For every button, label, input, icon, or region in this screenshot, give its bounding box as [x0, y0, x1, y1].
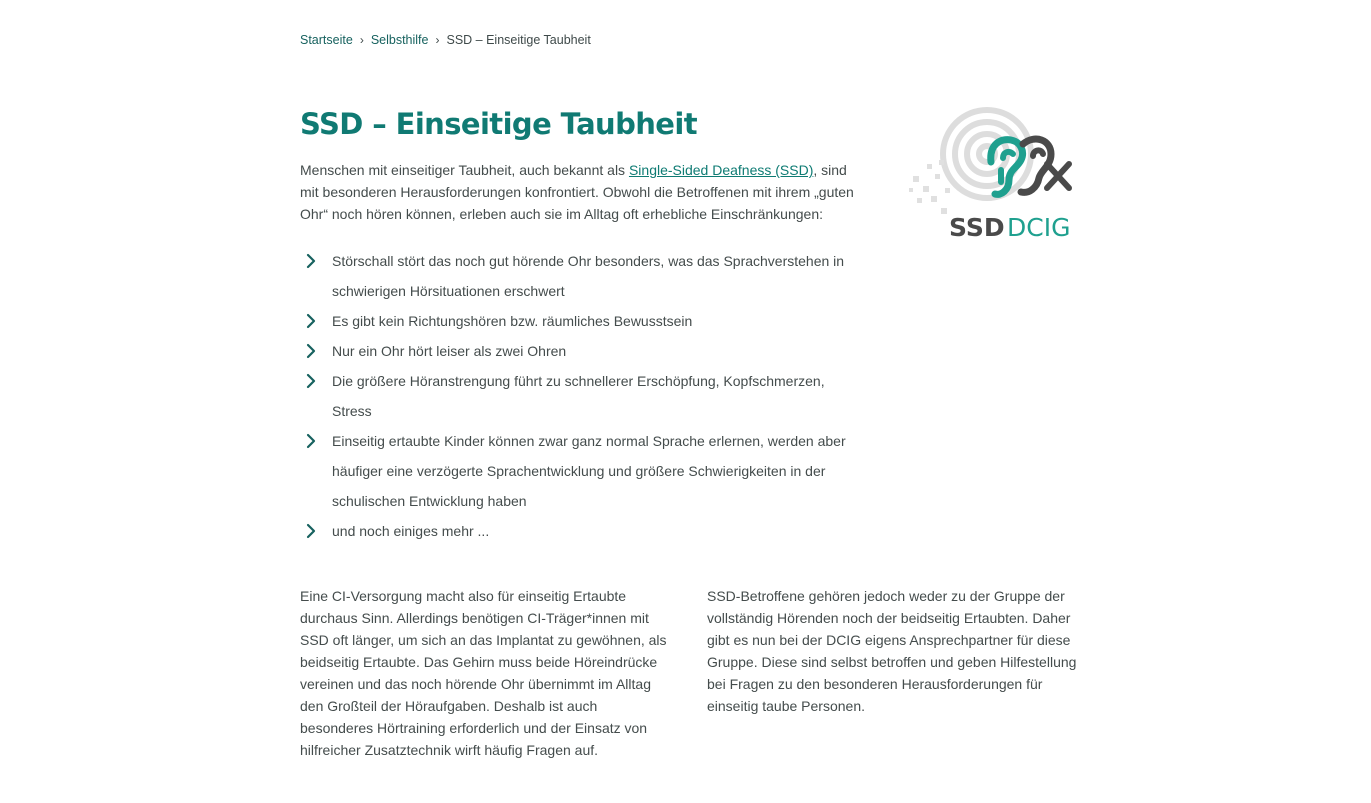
ssd-dcig-logo [905, 104, 1081, 252]
logo-text-dcig: DCIG [1007, 213, 1071, 242]
ssd-link[interactable]: Single-Sided Deafness (SSD) [628, 162, 814, 178]
chevron-right-icon [304, 373, 318, 389]
list-item [300, 336, 860, 366]
breadcrumb [300, 33, 591, 47]
intro-text-before: Menschen mit einseitiger Taubheit, auch bekannt als [300, 162, 629, 178]
chevron-right-icon [304, 313, 318, 329]
chevron-right-icon [304, 523, 318, 539]
list-item-text: und noch einiges mehr ... [332, 523, 490, 539]
list-item-text: Nur ein Ohr hört leiser als zwei Ohren [332, 343, 567, 359]
intro-text-after: , sind mit besonderen Herausforderungen konfrontiert. Obwohl die Betroffenen mit ihrem „guten Ohr“ noch hören können, erleben auch sie im Alltag oft erhebliche Einschränkungen: [300, 162, 854, 222]
list-item-text: Die größere Höranstrengung führt zu schnellerer Erschöpfung, Kopfschmerzen, Stress [332, 373, 825, 419]
list-item-text: Einseitig ertaubte Kinder können zwar ganz normal Sprache erlernen, werden aber häufiger eine verzögerte Sprachentwicklung und größere Schwierigkeiten in der schulischen Entwicklung haben [332, 433, 846, 509]
intro-paragraph [300, 159, 865, 225]
breadcrumb-separator: › [435, 33, 440, 47]
list-item [300, 246, 860, 306]
logo-text-ssd: SSD [949, 213, 1005, 242]
breadcrumb-link-selbsthilfe[interactable]: Selbsthilfe [370, 33, 429, 47]
list-item-text: Störschall stört das noch gut hörende Ohr besonders, was das Sprachverstehen in schwierigen Hörsituationen erschwert [332, 253, 845, 299]
breadcrumb-link-home[interactable]: Startseite [300, 33, 353, 47]
breadcrumb-separator: › [359, 33, 364, 47]
chevron-right-icon [304, 253, 318, 269]
list-item [300, 516, 860, 546]
list-item [300, 426, 860, 516]
list-item-text: Es gibt kein Richtungshören bzw. räumliches Bewusstsein [332, 313, 693, 329]
chevron-right-icon [304, 343, 318, 359]
breadcrumb-current: SSD – Einseitige Taubheit [446, 33, 591, 47]
challenges-list [300, 246, 860, 546]
page-title: SSD – Einseitige Taubheit [300, 107, 697, 141]
list-item [300, 366, 860, 426]
logo-spiral-background [943, 110, 1031, 198]
chevron-right-icon [304, 433, 318, 449]
list-item [300, 306, 860, 336]
ci-care-paragraph: Eine CI-Versorgung macht also für einseitig Ertaubte durchaus Sinn. Allerdings benötigen CI-Träger*innen mit SSD oft länger, um sich an das Implantat zu gewöhnen, als beidseitig Ertaubte. Das Gehirn muss beide Höreindrücke vereinen und das noch hörende Ohr übernimmt im Alltag den Großteil der Höraufgaben. Deshalb ist auch besonderes Hörtraining erforderlich und der Einsatz von hilfreicher Zusatztechnik wirft häufig Fragen auf. [300, 588, 667, 758]
contact-paragraph: SSD-Betroffene gehören jedoch weder zu der Gruppe der vollständig Hörenden noch der beidseitig Ertaubten. Daher gibt es nun bei der DCIG eigens Ansprechpartner für diese Gruppe. Diese sind selbst betroffen und geben Hilfestellung bei Fragen zu den besonderen Herausforderungen für einseitig taube Personen. [707, 588, 1077, 714]
